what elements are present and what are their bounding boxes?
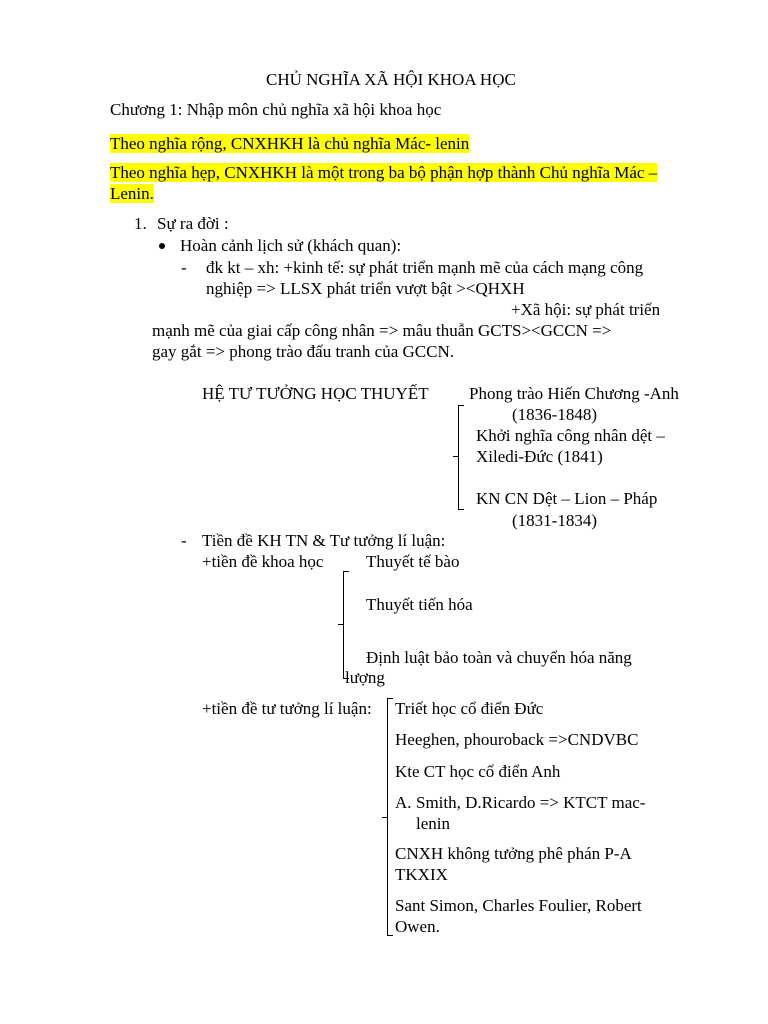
theory-premise-label: +tiền đề tư tưởng lí luận:: [202, 699, 372, 718]
theory-item-4-marker: A.: [395, 793, 412, 812]
highlight-text: Theo nghĩa rộng, CNXHKH là chủ nghĩa Mác- lenin: [110, 134, 470, 153]
theory-item-4: Smith, D.Ricardo => KTCT mac-: [416, 793, 646, 812]
science-item-3: Định luật bảo toàn và chuyển hóa năng: [366, 648, 632, 667]
dk-line-2: nghiệp => LLSX phát triển vượt bật ><QHXH: [206, 279, 525, 298]
theory-item-2: Heeghen, phouroback =>CNDVBC: [395, 730, 639, 749]
section-number: 1.: [134, 214, 147, 233]
science-brace: [343, 571, 349, 679]
science-item-3-cont: lượng: [345, 668, 385, 687]
dk-line-1: đk kt – xh: +kinh tế: sự phát triển mạnh mẽ của cách mạng công: [206, 258, 644, 277]
theory-item-5: CNXH không tưởng phê phán P-A: [395, 844, 632, 863]
theory-brace: [387, 698, 393, 936]
theory-item-4-cont: lenin: [416, 814, 450, 833]
theory-item-1: Triết học cổ điển Đức: [395, 699, 544, 718]
movement-brace: [458, 405, 464, 510]
highlight-narrow-definition-1: [110, 162, 657, 183]
dash-marker: -: [181, 531, 187, 550]
movement-1: Phong trào Hiến Chương -Anh: [469, 384, 679, 403]
premise-heading: Tiền đề KH TN & Tư tưởng lí luận:: [202, 531, 446, 550]
science-premise-label: +tiền đề khoa học: [202, 552, 324, 571]
theory-item-5-cont: TKXIX: [395, 865, 448, 884]
science-item-2: Thuyết tiến hóa: [366, 595, 473, 614]
movement-2: Khởi nghĩa công nhân dệt –: [476, 426, 665, 445]
movement-3-years: (1831-1834): [512, 511, 597, 530]
chapter-heading: Chương 1: Nhập môn chủ nghĩa xã hội khoa học: [110, 100, 442, 119]
highlight-text: Theo nghĩa hẹp, CNXHKH là một trong ba bộ phận hợp thành Chủ nghĩa Mác –: [110, 163, 658, 182]
theory-item-6-cont: Owen.: [395, 917, 440, 936]
movement-1-years: (1836-1848): [512, 405, 597, 424]
ideology-heading: HỆ TƯ TƯỞNG HỌC THUYẾT: [202, 384, 429, 403]
section-title: Sự ra đời :: [157, 214, 229, 233]
bullet-historical-context: Hoàn cảnh lịch sử (khách quan):: [180, 236, 402, 255]
theory-item-6: Sant Simon, Charles Foulier, Robert: [395, 896, 642, 915]
highlight-narrow-definition-2: [110, 183, 154, 204]
dash-marker: -: [181, 258, 187, 277]
dk-line-3: +Xã hội: sự phát triển: [511, 300, 661, 319]
movement-3: KN CN Dệt – Lion – Pháp: [476, 489, 658, 508]
bullet-icon: [159, 243, 165, 249]
theory-item-3: Kte CT học cổ điển Anh: [395, 762, 561, 781]
movement-2-place: Xiledi-Đức (1841): [476, 447, 603, 466]
science-item-1: Thuyết tế bào: [366, 552, 460, 571]
dk-line-5: gay gắt => phong trào đấu tranh của GCCN.: [152, 342, 454, 361]
highlight-broad-definition: [110, 133, 469, 154]
page-title: CHỦ NGHĨA XÃ HỘI KHOA HỌC: [266, 70, 516, 89]
highlight-text: Lenin.: [110, 184, 154, 203]
dk-line-4: mạnh mẽ của giai cấp công nhân => mâu thuẫn GCTS><GCCN =>: [152, 321, 612, 340]
